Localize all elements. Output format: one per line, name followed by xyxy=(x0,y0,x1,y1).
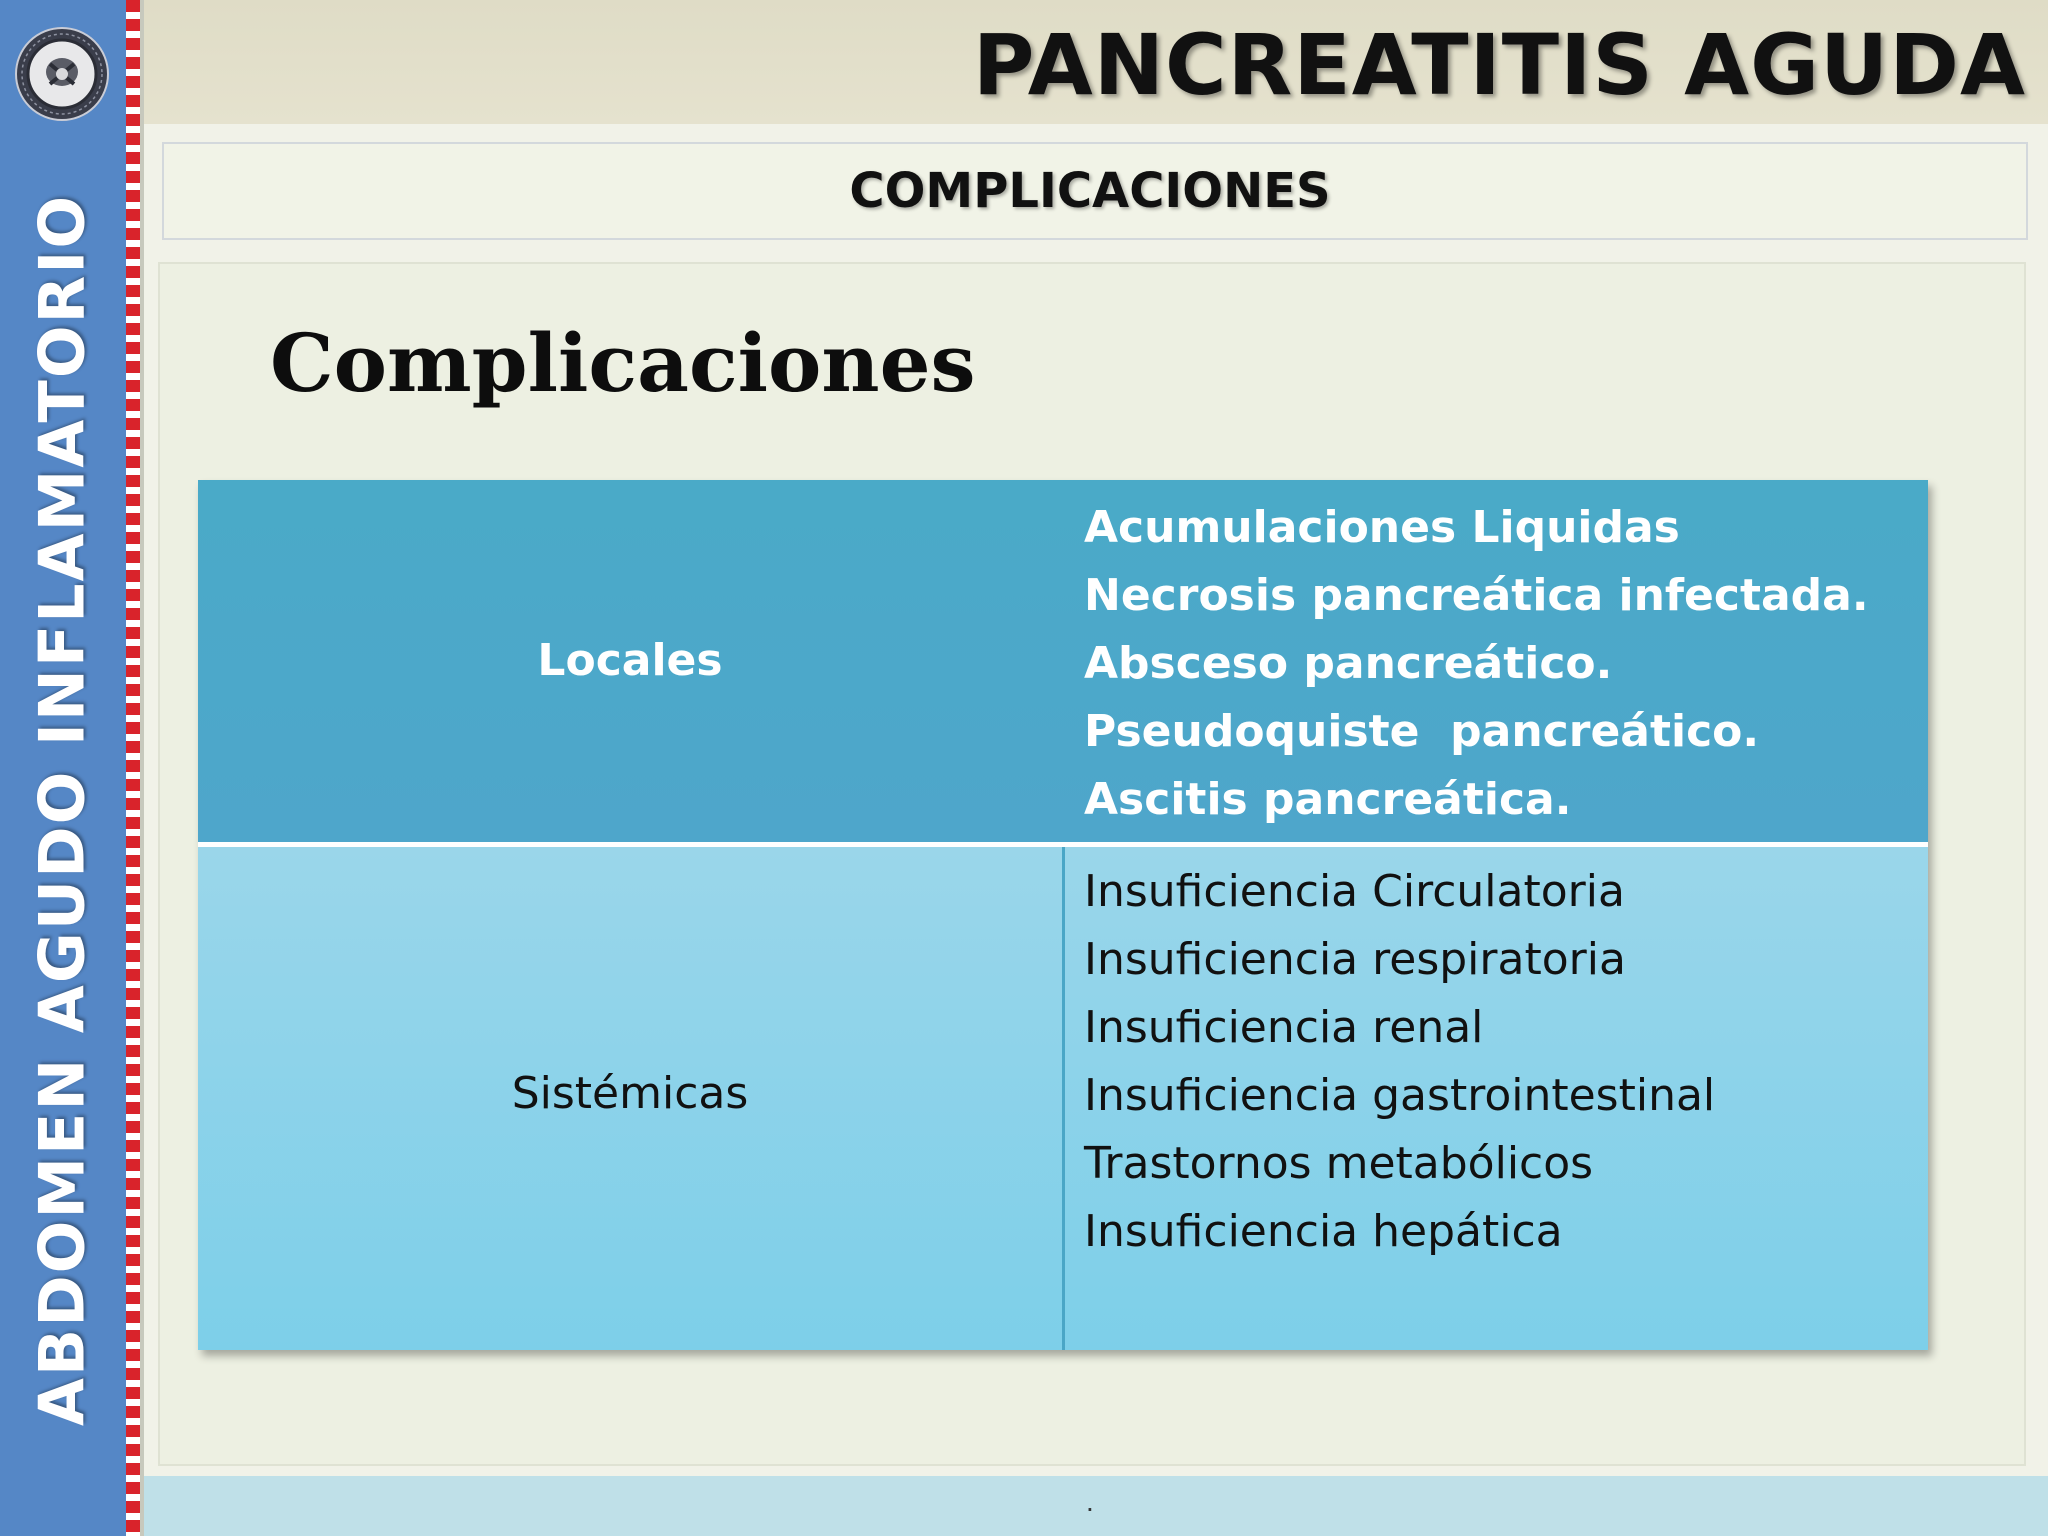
list-item: Pseudoquiste pancreático. xyxy=(1084,706,1760,757)
sidebar-dashed-stripe xyxy=(126,0,140,1536)
locales-items-list xyxy=(1084,494,1869,834)
institution-seal-icon xyxy=(14,26,110,122)
list-item: Insuficiencia renal xyxy=(1084,1002,1484,1053)
page-title: PANCREATITIS AGUDA xyxy=(972,16,2026,114)
sistemicas-items-list xyxy=(1084,858,1715,1266)
subtitle: COMPLICACIONES xyxy=(849,163,1331,219)
subtitle-bar xyxy=(162,142,2028,240)
list-item: Absceso pancreático. xyxy=(1084,638,1613,689)
section-heading: Complicaciones xyxy=(270,316,976,410)
complications-table xyxy=(198,480,1928,1350)
category-label-sistemicas: Sistémicas xyxy=(511,1068,749,1119)
sidebar-vertical-title: ABDOMEN AGUDO INFLAMATORIO xyxy=(25,193,99,1427)
list-item: Trastornos metabólicos xyxy=(1084,1138,1594,1189)
list-item: Necrosis pancreática infectada. xyxy=(1084,570,1869,621)
sidebar-stripe-shadow xyxy=(140,0,144,1536)
list-item: Acumulaciones Liquidas xyxy=(1084,502,1680,553)
list-item: Insuficiencia Circulatoria xyxy=(1084,866,1625,917)
column-divider xyxy=(1062,847,1065,1350)
list-item: Insuficiencia hepática xyxy=(1084,1206,1563,1257)
footer-text: . xyxy=(1086,1486,1094,1517)
list-item: Ascitis pancreática. xyxy=(1084,774,1572,825)
footer-band xyxy=(144,1476,2048,1536)
list-item: Insuficiencia gastrointestinal xyxy=(1084,1070,1716,1121)
category-label-locales: Locales xyxy=(537,635,723,686)
list-item: Insuficiencia respiratoria xyxy=(1084,934,1626,985)
